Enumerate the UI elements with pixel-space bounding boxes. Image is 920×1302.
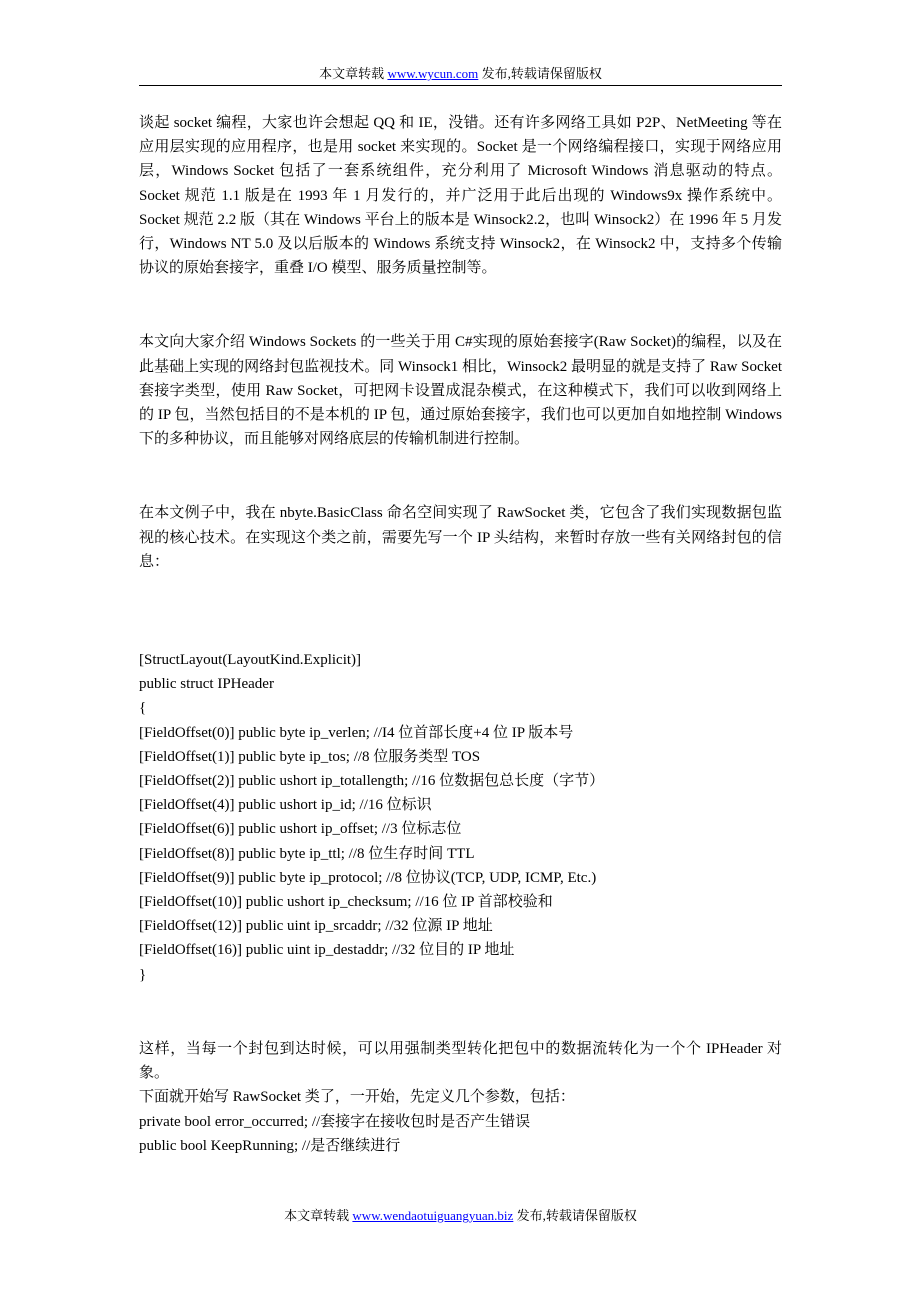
code-line: [FieldOffset(6)] public ushort ip_offset; //3 位标志位 [139, 821, 462, 838]
code-line: [FieldOffset(16)] public uint ip_destaddr; //32 位目的 IP 地址 [139, 942, 515, 959]
field-line: public bool KeepRunning; //是否继续进行 [139, 1137, 401, 1154]
code-line: } [139, 966, 147, 983]
page-footer [139, 1206, 782, 1226]
code-line: [FieldOffset(8)] public byte ip_ttl; //8 位生存时间 TTL [139, 845, 475, 862]
code-line: [FieldOffset(9)] public byte ip_protocol; //8 位协议(TCP, UDP, ICMP, Etc.) [139, 869, 597, 886]
code-line: [FieldOffset(4)] public ushort ip_id; //16 位标识 [139, 797, 432, 814]
code-line: [FieldOffset(12)] public uint ip_srcaddr; //32 位源 IP 地址 [139, 918, 493, 935]
article-body [139, 111, 782, 1158]
field-line: private bool error_occurred; //套接字在接收包时是否产生错误 [139, 1113, 531, 1130]
page-header [139, 64, 782, 86]
code-line: public struct IPHeader [139, 676, 274, 693]
header-suffix: 发布,转载请保留版权 [478, 66, 602, 81]
code-line: [FieldOffset(2)] public ushort ip_totallength; //16 位数据包总长度（字节） [139, 773, 605, 790]
footer-suffix: 发布,转载请保留版权 [513, 1208, 637, 1223]
footer-link[interactable]: www.wendaotuiguangyuan.biz [352, 1208, 514, 1223]
intro-paragraph: 谈起 socket 编程，大家也许会想起 QQ 和 IE，没错。还有许多网络工具如 P2P、NetMeeting 等在应用层实现的应用程序，也是用 socket 来实现的。Socket 是一个网络编程接口，实现于网络应用层，Windows Socket 包括了一套系统组件，充分利用了 Microsoft Windows 消息驱动的特点。Socket 规范 1.1 版是在 1993 年 1 月发行的，并广泛用于此后出现的 Windows9x 操作系统中。Socket 规范 2.2 版（其在 Windows 平台上的版本是 Winsock2.2，也叫 Winsock2）在 1996 年 5 月发行，Windows NT 5.0 及以后版本的 Windows 系统支持 Winsock2，在 Winsock2 中，支持多个传输协议的原始套接字，重叠 I/O 模型、服务质量控制等。 [139, 115, 782, 277]
code-line: { [139, 700, 147, 717]
rawsocket-paragraph: 本文向大家介绍 Windows Sockets 的一些关于用 C#实现的原始套接字(Raw Socket)的编程，以及在此基础上实现的网络封包监视技术。同 Winsock1 相比，Winsock2 最明显的就是支持了 Raw Socket 套接字类型，使用 Raw Socket，可把网卡设置成混杂模式，在这种模式下，我们可以收到网络上的 IP 包，当然包括目的不是本机的 IP 包，通过原始套接字，我们也可以更加自如地控制 Windows 下的多种协议，而且能够对网络底层的传输机制进行控制。 [139, 334, 782, 448]
footer-prefix: 本文章转载 [284, 1208, 353, 1223]
example-paragraph: 在本文例子中，我在 nbyte.BasicClass 命名空间实现了 RawSocket 类，它包含了我们实现数据包监视的核心技术。在实现这个类之前，需要先写一个 IP 头结构，来暂时存放一些有关网络封包的信息： [139, 505, 782, 570]
code-line: [FieldOffset(10)] public ushort ip_checksum; //16 位 IP 首部校验和 [139, 894, 553, 911]
header-link[interactable]: www.wycun.com [387, 66, 479, 81]
code-line: [FieldOffset(0)] public byte ip_verlen; //I4 位首部长度+4 位 IP 版本号 [139, 724, 574, 741]
code-block [139, 648, 782, 987]
conversion-paragraph: 这样，当每一个封包到达时候，可以用强制类型转化把包中的数据流转化为一个个 IPHeader 对象。 [139, 1040, 782, 1082]
header-prefix: 本文章转载 [319, 66, 388, 81]
code-line: [FieldOffset(1)] public byte ip_tos; //8 位服务类型 TOS [139, 748, 481, 765]
begin-line: 下面就开始写 RawSocket 类了，一开始，先定义几个参数，包括： [139, 1089, 575, 1106]
code-line: [StructLayout(LayoutKind.Explicit)] [139, 652, 362, 669]
